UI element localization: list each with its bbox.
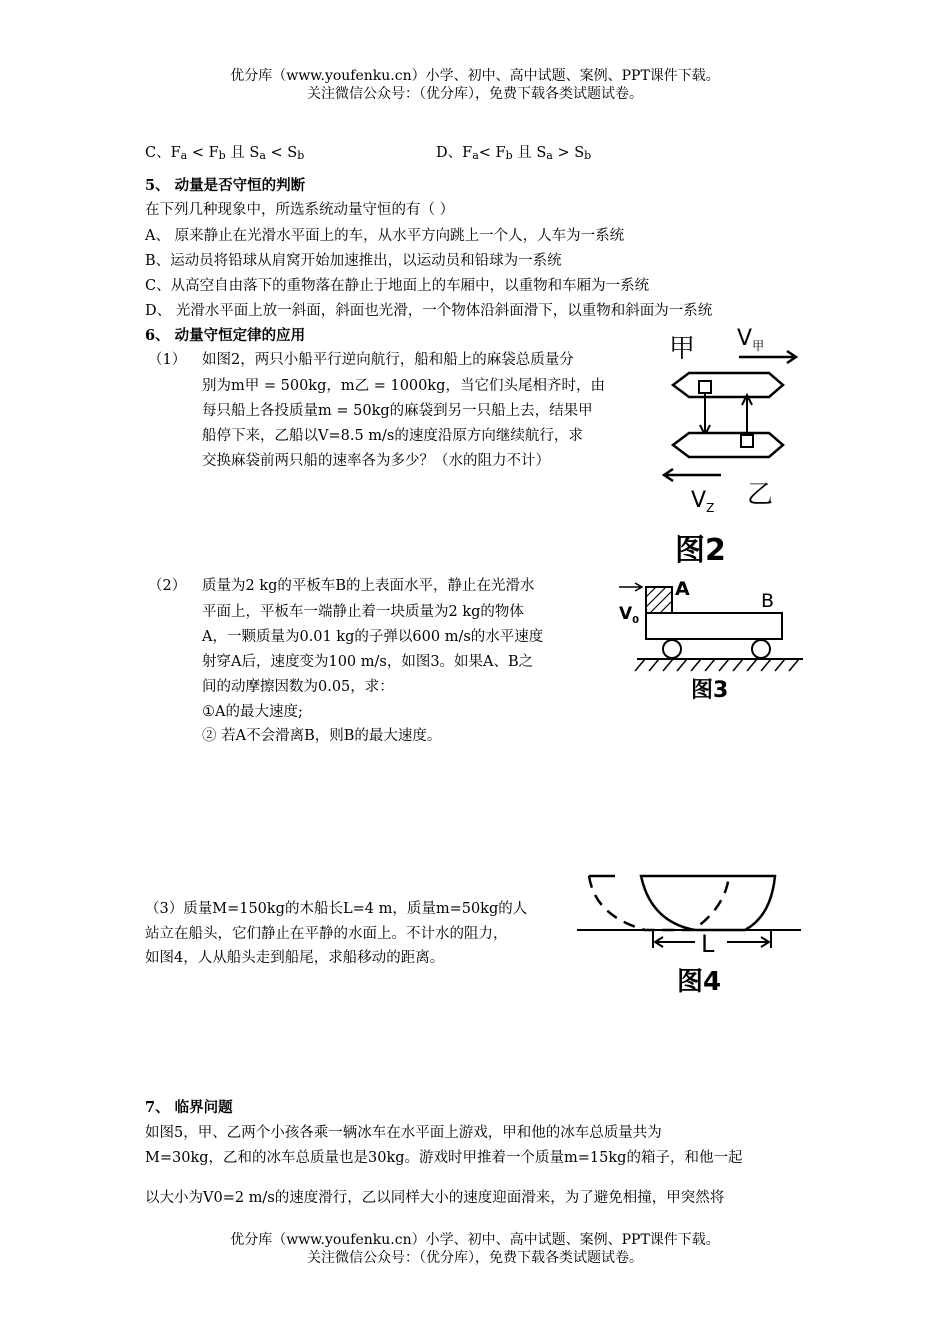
option-c-rel: < F (187, 145, 219, 161)
fig4-dim-arrow-left (655, 937, 695, 947)
fig2-boat-jia (673, 373, 783, 397)
fig3-label-a: A (675, 578, 690, 600)
fig4-caption: 图4 (677, 967, 722, 997)
section-5-stem: 在下列几种现象中，所选系统动量守恒的有（ ） (145, 202, 455, 218)
problem-3-line: 如图4，人从船头走到船尾，求船移动的距离。 (145, 950, 445, 966)
fig2-v-yi: $V_Z$ (691, 488, 715, 515)
header-line-2: 关注微信公众号：（优分库），免费下载各类试题试卷。 (307, 86, 643, 102)
fig3-wheel-right (752, 640, 770, 658)
problem-3-line: （3）质量M=150kg的木船长L=4 m，质量m=50kg的人 (145, 901, 528, 917)
option-c-label: C、F (145, 145, 181, 161)
fig4-label-l: L (701, 930, 715, 958)
problem-2-line: 间的动摩擦因数为0.05，求： (202, 679, 394, 695)
fig2-label-yi: 乙 (747, 480, 774, 510)
section-5-option-a: A、 原来静止在光滑水平面上的车，从水平方向跳上一个人，人车为一系统 (145, 228, 625, 244)
footer-line-1: 优分库（www.youfenku.cn）小学、初中、高中试题、案例、PPT课件下载。 (230, 1232, 720, 1248)
problem-1-line: 交换麻袋前两只船的速率各为多少？（水的阻力不计） (202, 453, 550, 469)
sub-b: b (218, 149, 226, 162)
sub-b: b (505, 149, 513, 162)
fig2-v-jia: $V_甲$ (737, 326, 765, 353)
sub-b: b (297, 149, 305, 162)
fig2-arrow-down (700, 393, 710, 435)
sub-a: a (180, 149, 188, 162)
section-5-option-c: C、从高空自由落下的重物落在静止于地面上的车厢中，以重物和车厢为一系统 (145, 278, 650, 294)
option-d-and: 且 S (512, 145, 547, 161)
section-5-option-d: D、 光滑水平面上放一斜面，斜面也光滑，一个物体沿斜面滑下，以重物和斜面为一系统 (145, 303, 713, 319)
problem-1-line: 每只船上各投质量m = 50kg的麻袋到另一只船上去，结果甲 (202, 403, 593, 419)
fig2-arrow-right (739, 351, 796, 363)
problem-2-line: ①A的最大速度; (202, 704, 303, 720)
fig3-v0: $V_0$ (619, 604, 640, 626)
fig4-boat-initial (589, 876, 729, 930)
figure-4 (575, 868, 805, 1000)
fig4-dim-arrow-right (727, 937, 769, 947)
sub-a: a (546, 149, 553, 162)
sub-a: a (472, 149, 479, 162)
option-c (145, 141, 304, 168)
option-d (436, 141, 591, 168)
footer-line-2: 关注微信公众号：（优分库），免费下载各类试题试卷。 (307, 1250, 643, 1266)
fig2-boat-yi (673, 433, 783, 457)
fig2-arrow-left (664, 469, 721, 481)
option-d-rel: < F (478, 145, 506, 161)
section-7-title: 7、 临界问题 (145, 1099, 233, 1116)
fig3-ground-hatch (635, 659, 799, 671)
fig2-label-jia: 甲 (669, 334, 696, 364)
option-c-rel2: < S (265, 145, 298, 161)
fig2-arrow-up (742, 395, 752, 435)
header-line-1: 优分库（www.youfenku.cn）小学、初中、高中试题、案例、PPT课件下载。 (230, 68, 720, 84)
figure-3 (615, 575, 810, 705)
fig3-wheel-left (663, 640, 681, 658)
fig3-cart-b (646, 613, 782, 639)
fig3-label-b: B (761, 590, 775, 612)
figure-2 (655, 325, 805, 570)
option-d-rel2: > S (552, 145, 585, 161)
problem-2-line: ② 若A不会滑离B，则B的最大速度。 (202, 728, 442, 744)
fig2-sack-2 (741, 435, 753, 447)
problem-2-line: A，一颗质量为0.01 kg的子弹以600 m/s的水平速度 (202, 629, 544, 645)
problem-1-line: 别为m甲 = 500kg，m乙 = 1000kg，当它们头尾相齐时，由 (202, 378, 605, 394)
fig2-caption: 图2 (675, 533, 726, 568)
section-5-title: 5、 动量是否守恒的判断 (145, 177, 306, 194)
option-d-label: D、F (436, 145, 473, 161)
section-5-option-b: B、运动员将铅球从肩窝开始加速推出，以运动员和铅球为一系统 (145, 253, 562, 269)
problem-2-line: 质量为2 kg的平板车B的上表面水平，静止在光滑水 (202, 578, 535, 594)
fig4-boat-final (641, 876, 775, 930)
fig3-caption: 图3 (691, 678, 729, 703)
sub-a: a (259, 149, 266, 162)
problem-1-number: （1） (148, 352, 187, 368)
section-7-line: 以大小为V0=2 m/s的速度滑行，乙以同样大小的速度迎面滑来，为了避免相撞，甲突然将 (145, 1190, 725, 1206)
problem-1-line: 如图2，两只小船平行逆向航行，船和船上的麻袋总质量分 (202, 352, 574, 368)
problem-3-line: 站立在船头，它们静止在平静的水面上。不计水的阻力， (145, 926, 508, 942)
fig3-bullet-arrow (619, 583, 642, 591)
section-7-line: M=30kg，乙和的冰车总质量也是30kg。游戏时甲推着一个质量m=15kg的箱子，和他一起 (145, 1150, 743, 1166)
section-7-line: 如图5，甲、乙两个小孩各乘一辆冰车在水平面上游戏，甲和他的冰车总质量共为 (145, 1125, 662, 1141)
problem-2-line: 射穿A后，速度变为100 m/s，如图3。如果A、B之 (202, 654, 534, 670)
section-6-title: 6、 动量守恒定律的应用 (145, 327, 306, 344)
fig3-block-a (646, 587, 672, 613)
problem-2-number: （2） (148, 578, 187, 594)
option-c-and: 且 S (225, 145, 260, 161)
problem-1-line: 船停下来，乙船以V=8.5 m/s的速度沿原方向继续航行，求 (202, 428, 583, 444)
sub-b: b (584, 149, 592, 162)
fig2-sack-1 (699, 381, 711, 393)
problem-2-line: 平面上，平板车一端静止着一块质量为2 kg的物体 (202, 604, 524, 620)
